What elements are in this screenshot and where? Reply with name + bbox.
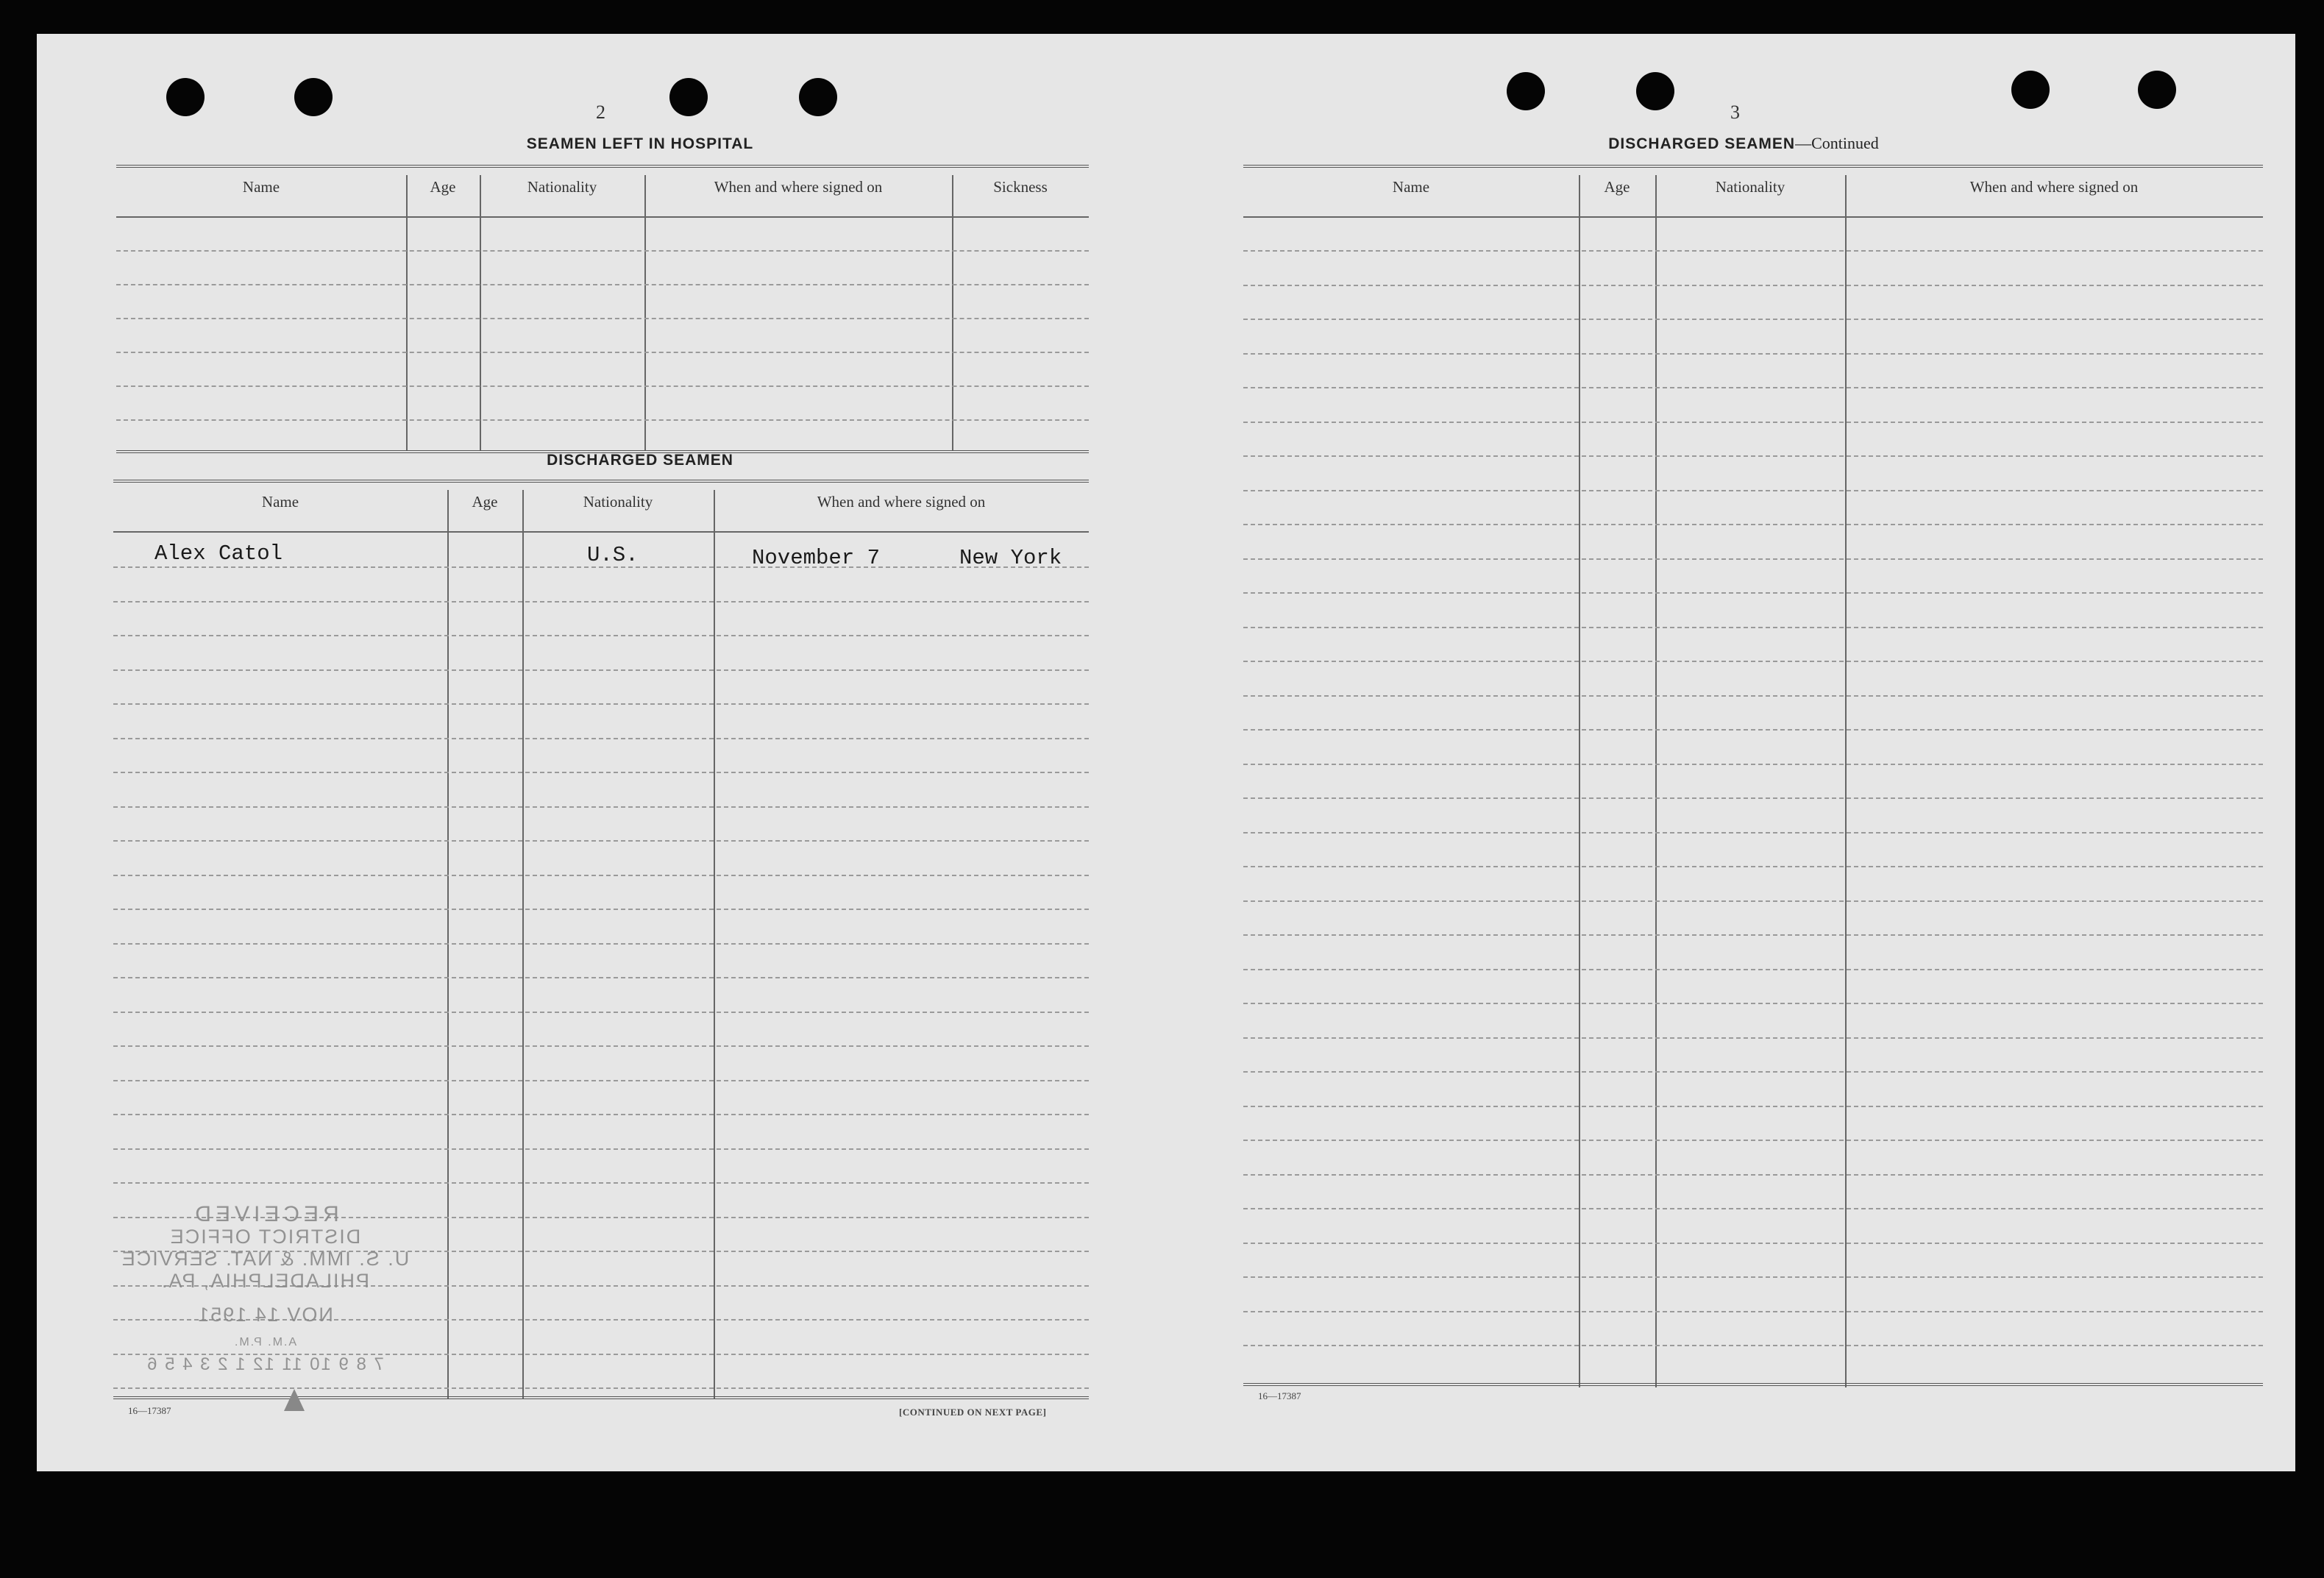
page-number-left: 2 xyxy=(596,102,605,123)
column-header-name: Name xyxy=(261,493,299,511)
manifest-sheet xyxy=(37,34,2295,1471)
column-header-nationality: Nationality xyxy=(1715,178,1785,196)
hospital-table xyxy=(116,165,1089,466)
page-number-right: 3 xyxy=(1730,102,1740,123)
column-header-when-where: When and where signed on xyxy=(714,178,883,196)
stamp-line: DISTRICT OFFICE xyxy=(168,1226,361,1248)
discharged-continued-table xyxy=(1243,165,2263,1415)
punch-hole xyxy=(294,78,333,116)
discharged-section-title: DISCHARGED SEAMEN xyxy=(547,452,733,469)
form-number-right: 16—17387 xyxy=(1258,1390,1301,1401)
column-header-age: Age xyxy=(472,493,498,511)
column-header-age: Age xyxy=(430,178,456,196)
title-suffix: —Continued xyxy=(1795,134,1879,152)
punch-hole xyxy=(2011,71,2050,109)
continued-note: [CONTINUED ON NEXT PAGE] xyxy=(899,1407,1047,1418)
stamp-line: NOV 14 1951 xyxy=(196,1304,333,1326)
punch-hole xyxy=(1636,72,1674,110)
column-header-sickness: Sickness xyxy=(993,178,1048,196)
signed-on-place: New York xyxy=(959,546,1062,570)
hospital-section-title: SEAMEN LEFT IN HOSPITAL xyxy=(526,135,754,152)
column-header-name: Name xyxy=(1392,178,1430,196)
column-header-when-where: When and where signed on xyxy=(817,493,986,511)
stamp-line: RECEIVED xyxy=(191,1202,339,1226)
punch-hole xyxy=(799,78,837,116)
punch-hole xyxy=(166,78,205,116)
form-number-left: 16—17387 xyxy=(128,1405,171,1416)
punch-hole xyxy=(2138,71,2176,109)
stamp-line: A.M. P.M. xyxy=(232,1336,297,1348)
punch-hole xyxy=(669,78,708,116)
column-header-name: Name xyxy=(242,178,280,196)
title-text: DISCHARGED SEAMEN xyxy=(1608,135,1796,152)
column-header-age: Age xyxy=(1604,178,1630,196)
column-header-nationality: Nationality xyxy=(527,178,597,196)
stamp-line: 7 8 9 10 11 12 1 2 3 4 5 6 xyxy=(146,1354,384,1374)
discharged-continued-title xyxy=(1508,134,1979,153)
stamp-line: U. S. IMM. & NAT. SERVICE xyxy=(120,1248,410,1270)
seaman-name: Alex Catol xyxy=(154,541,283,566)
punch-hole xyxy=(1507,72,1545,110)
column-header-nationality: Nationality xyxy=(583,493,653,511)
signed-on-date: November 7 xyxy=(752,546,881,570)
stamp-line: PHILADELPHIA, PA. xyxy=(160,1270,370,1292)
received-stamp xyxy=(110,1204,419,1424)
column-header-when-where: When and where signed on xyxy=(1969,178,2139,196)
seaman-nationality: U.S. xyxy=(587,543,639,567)
